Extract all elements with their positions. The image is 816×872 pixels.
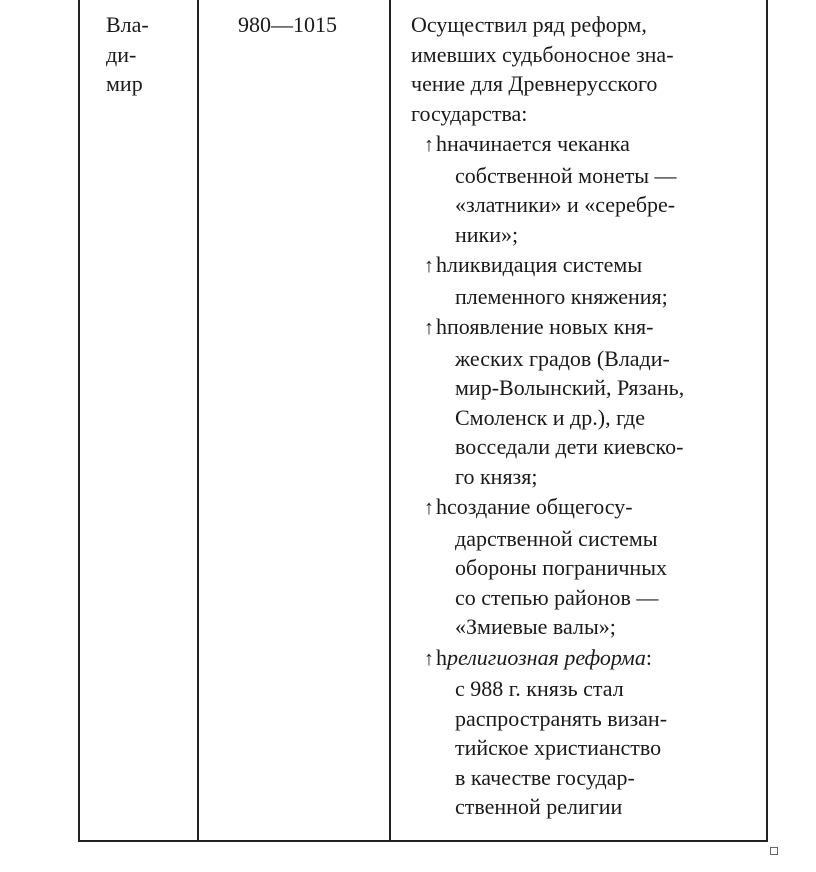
reform-item-line: жеских градов (Влади- xyxy=(455,345,670,371)
reform-item-emphasis: религиозная реформа xyxy=(447,644,646,670)
intro-line: Осуществил ряд реформ, xyxy=(411,12,647,37)
reform-item-line: племенного княжения; xyxy=(455,283,668,309)
ruler-name-line: ди- xyxy=(106,41,137,67)
bullet-prefix: h xyxy=(436,494,447,519)
column-divider-2 xyxy=(389,0,391,840)
reform-item-line: тийское христианство xyxy=(455,735,662,760)
arrow-up-icon: ↑ xyxy=(424,497,434,519)
reforms-table xyxy=(78,0,768,842)
arrow-up-icon: ↑ xyxy=(424,317,434,339)
reform-item xyxy=(411,492,756,642)
ruler-name-line: мир xyxy=(106,71,143,96)
bullet-prefix: h xyxy=(436,644,447,670)
arrow-up-icon: ↑ xyxy=(424,647,434,670)
reform-item xyxy=(411,250,756,311)
reform-item-line: обороны пограничных xyxy=(455,555,667,580)
reform-item-line: го князя; xyxy=(455,463,538,489)
reform-item-first-tail: : xyxy=(645,644,652,670)
bullet-prefix: h xyxy=(436,131,447,156)
arrow-up-icon: ↑ xyxy=(424,255,434,277)
bullet-prefix: h xyxy=(436,252,447,277)
reform-item-line: Смоленск и др.), где xyxy=(455,404,645,430)
reform-item-line: ственной религии xyxy=(455,794,623,819)
reform-item xyxy=(411,643,756,822)
reform-item-first-line: создание общегосу- xyxy=(447,494,633,519)
intro-text xyxy=(411,10,756,128)
intro-line: государства: xyxy=(411,100,528,126)
intro-line: чение для Древнерусского xyxy=(411,71,658,96)
reform-item-line: дарственной системы xyxy=(455,525,658,551)
reforms-description-cell xyxy=(411,10,756,822)
reform-item-line: с 988 г. князь стал xyxy=(455,676,624,701)
reform-item xyxy=(411,312,756,491)
reform-item-line: в качестве государ- xyxy=(455,764,635,790)
reform-item-first-line: ликвидация системы xyxy=(447,252,643,277)
reform-item-line: «златники» и «серебре- xyxy=(455,192,676,217)
arrow-up-icon: ↑ xyxy=(424,134,434,156)
column-divider-1 xyxy=(197,0,199,840)
ruler-name-cell xyxy=(106,10,186,99)
reform-item-line: распространять визан- xyxy=(455,705,668,731)
bullet-prefix: h xyxy=(436,314,447,339)
intro-line: имевших судьбоносное зна- xyxy=(411,41,674,67)
table-resize-handle[interactable] xyxy=(770,847,778,855)
reform-item-line: собственной монеты — xyxy=(455,162,677,188)
ruler-name-line: Вла- xyxy=(106,12,149,37)
reform-item-line: «Змиевые валы»; xyxy=(455,614,616,639)
reform-item-line: мир-Волынский, Рязань, xyxy=(455,375,685,400)
reign-years-cell: 980—1015 xyxy=(238,12,337,37)
reform-item-first-line: появление новых кня- xyxy=(447,314,654,339)
reform-item-line: восседали дети киевско- xyxy=(455,434,684,459)
reform-item-line: ники»; xyxy=(455,221,519,247)
reform-item xyxy=(411,129,756,249)
reform-item-line: со степью районов — xyxy=(455,584,659,610)
reform-item-first-line: начинается чеканка xyxy=(447,131,630,156)
